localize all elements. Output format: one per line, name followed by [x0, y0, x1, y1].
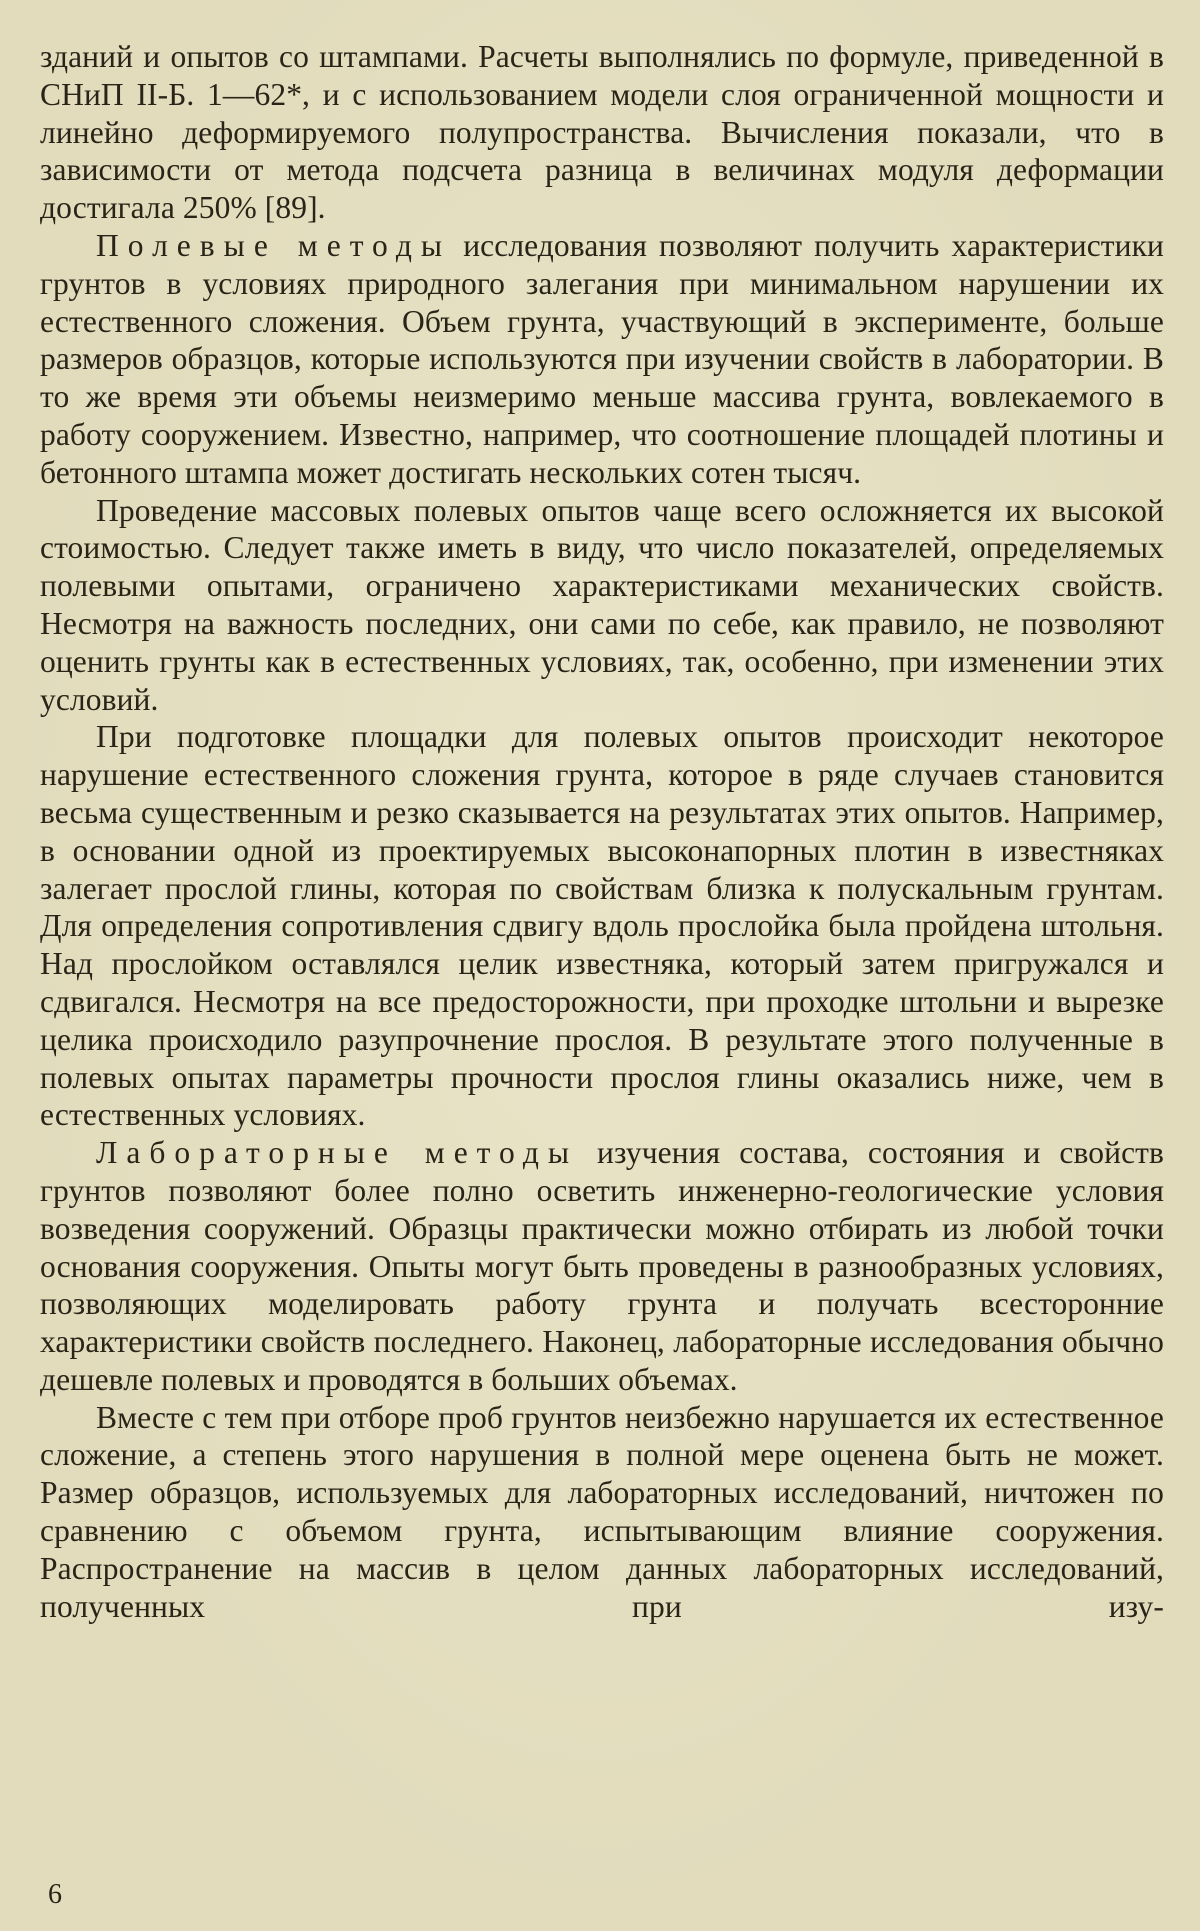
paragraph-2	[40, 227, 1164, 492]
paragraph-1-text: зданий и опытов со штампами. Расчеты выполнялись по формуле, приведенной в СНиП II-Б. 1—62*, и с использованием модели слоя ограниченной мощности и линейно деформируемого полупространства. Вычисления показали, что в зависимости от метода подсчета разница в величинах модуля деформации достигала 250% [89].	[40, 39, 1164, 226]
text-block	[40, 38, 1164, 1625]
paragraph-5-text: изучения состава, состояния и свойств грунтов позволяют более полно осветить инженерно-геологические условия возведения сооружений. Образцы практически можно отбирать из любой точки основания сооружения. Опыты могут быть проведены в разнообразных условиях, позволяющих моделировать работу грунта и получать всесторонние характеристики свойств последнего. Наконец, лабораторные исследования обычно дешевле полевых и проводятся в больших объемах.	[40, 1135, 1164, 1397]
paragraph-2-text: исследования позволяют получить характеристики грунтов в условиях природного залегания при минимальном нарушении их естественного сложения. Объем грунта, участвующий в эксперименте, больше размеров образцов, которые используются при изучении свойств в лаборатории. В то же время эти объемы неизмеримо меньше массива грунта, вовлекаемого в работу сооружением. Известно, например, что соотношение площадей плотины и бетонного штампа может достигать нескольких сотен тысяч.	[40, 227, 1164, 490]
paragraph-5	[40, 1134, 1164, 1399]
paragraph-1	[40, 38, 1164, 227]
paragraph-6	[40, 1399, 1164, 1626]
paragraph-4	[40, 718, 1164, 1134]
page-number: 6	[48, 1879, 62, 1910]
paragraph-6-text: Вместе с тем при отборе проб грунтов неизбежно нарушается их естественное сложение, а степень этого нарушения в полной мере оценена быть не может. Размер образцов, используемых для лабораторных исследований, ничтожен по сравнению с объемом грунта, испытывающим влияние сооружения. Распространение на массив в целом данных лабораторных исследований, полученных при изу-	[40, 1399, 1164, 1624]
paragraph-2-spaced-lead: Полевые методы	[96, 227, 452, 263]
paragraph-4-text: При подготовке площадки для полевых опытов происходит некоторое нарушение естественного сложения грунта, которое в ряде случаев становится весьма существенным и резко сказывается на результатах этих опытов. Например, в основании одной из проектируемых высоконапорных плотин в известняках залегает прослой глины, которая по свойствам близка к полускальным грунтам. Для определения сопротивления сдвигу вдоль прослойка была пройдена штольня. Над прослойком оставлялся целик известняка, который затем пригружался и сдвигался. Несмотря на все предосторожности, при проходке штольни и вырезке целика происходило разупрочнение прослоя. В результате этого полученные в полевых опытах параметры прочности прослоя глины оказались ниже, чем в естественных условиях.	[40, 719, 1164, 1133]
paragraph-3	[40, 492, 1164, 719]
paragraph-5-spaced-lead: Лабораторные методы	[96, 1135, 579, 1171]
paragraph-3-text: Проведение массовых полевых опытов чаще всего осложняется их высокой стоимостью. Следует также иметь в виду, что число показателей, определяемых полевыми опытами, ограничено характеристиками механических свойств. Несмотря на важность последних, они сами по себе, как правило, не позволяют оценить грунты как в естественных условиях, так, особенно, при изменении этих условий.	[40, 492, 1164, 717]
